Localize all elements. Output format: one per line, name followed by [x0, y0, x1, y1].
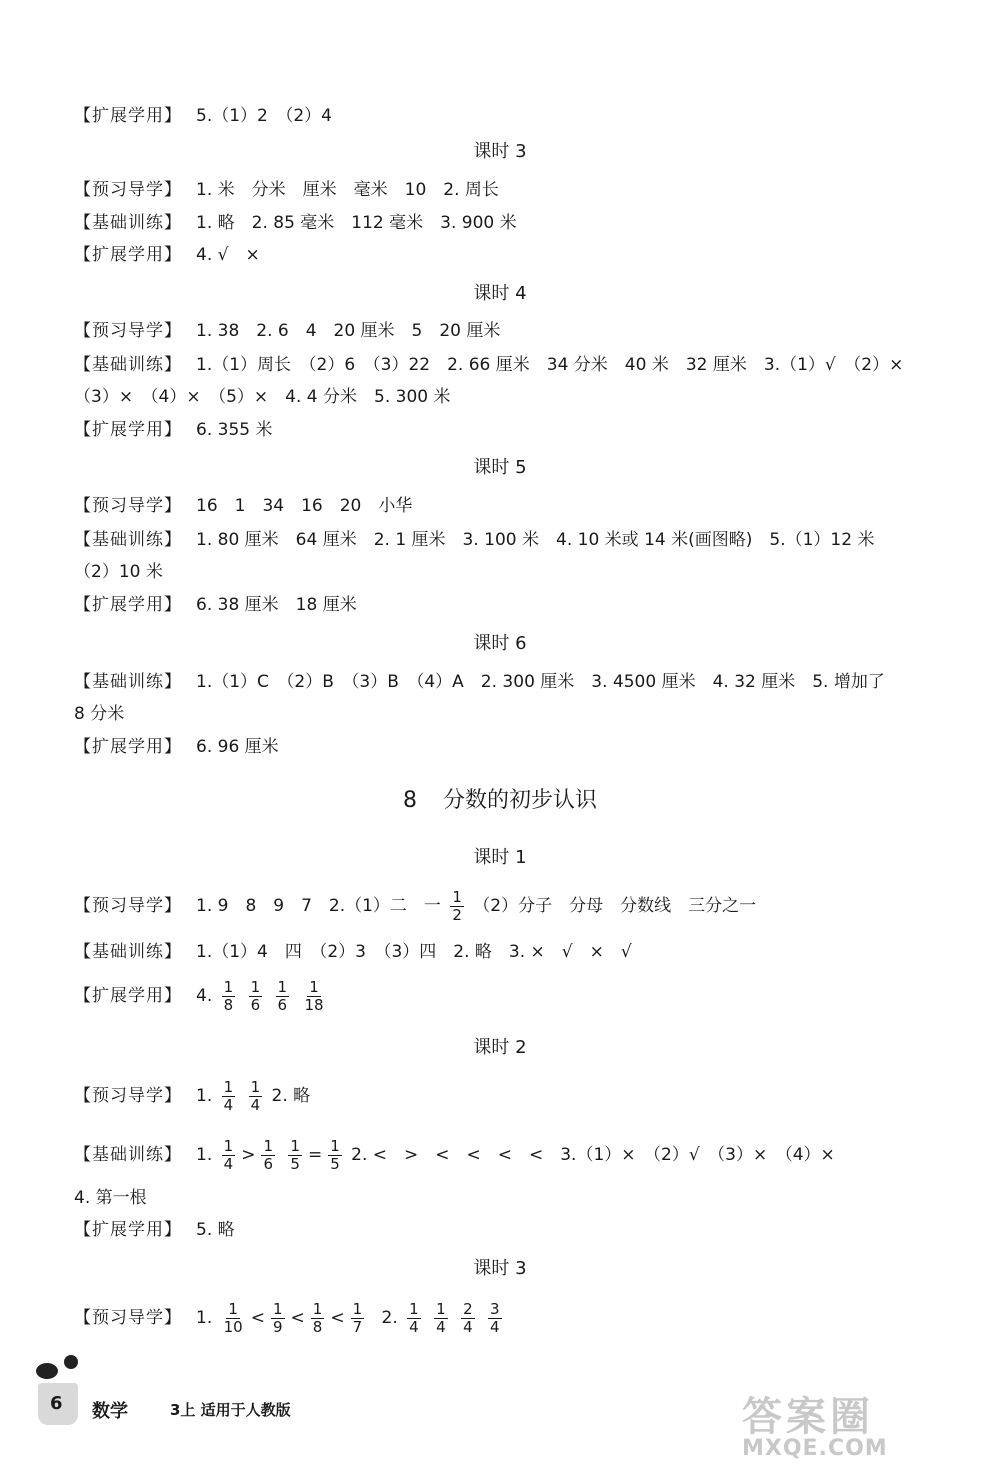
- answer-line: 【扩展学用】 5. 略: [74, 1220, 235, 1240]
- fraction: $\frac{1}{9}$: [272, 1299, 283, 1336]
- answer-line: 【预习导学】 1. 9 8 9 7 2.（1）二 一 $\frac{1}{2}$ （2）分子 分母 分数线 三分之一: [74, 887, 757, 924]
- answer-line: 【扩展学用】 6. 96 厘米: [74, 737, 279, 757]
- lesson-heading: 课时 1: [473, 847, 527, 868]
- lesson-heading: 课时 3: [473, 141, 527, 162]
- answer-line-continued: 8 分米: [74, 704, 125, 724]
- lesson-heading: 课时 6: [473, 633, 527, 654]
- answer-line: 【基础训练】 1. $\frac{1}{4}$ > $\frac{1}{6}$ $\frac{1}{5}$ = $\frac{1}{5}$ 2. < > < < < < 3.（1）× （2）√ （3）× （4）×: [74, 1136, 835, 1173]
- fraction: $\frac{1}{7}$: [352, 1299, 363, 1336]
- fraction: $\frac{1}{2}$: [452, 887, 462, 924]
- answer-line-continued: （3）× （4）× （5）× 4. 4 分米 5. 300 米: [74, 387, 451, 407]
- watermark: 答案圈 MXQE.COM: [742, 1394, 888, 1461]
- fraction: $\frac{1}{4}$: [409, 1299, 419, 1336]
- lesson-heading: 课时 4: [473, 283, 527, 304]
- fraction: $\frac{1}{8}$: [312, 1299, 323, 1336]
- answer-line: 【扩展学用】 6. 38 厘米 18 厘米: [74, 595, 357, 615]
- answer-line-continued: （2）10 米: [74, 562, 163, 582]
- fraction: $\frac{1}{10}$: [223, 1299, 243, 1336]
- answer-line: 【基础训练】 1. 略 2. 85 毫米 112 毫米 3. 900 米: [74, 213, 517, 233]
- answer-line: 【基础训练】 1.（1）4 四 （2）3 （3）四 2. 略 3. × √ × √: [74, 942, 632, 962]
- answer-line: 【预习导学】 1. 米 分米 厘米 毫米 10 2. 周长: [74, 180, 499, 200]
- answer-line: 【预习导学】 1. $\frac{1}{4}$ $\frac{1}{4}$ 2. 略: [74, 1077, 311, 1114]
- leaf-icon: [64, 1355, 78, 1369]
- answer-line: 【扩展学用】 4. √ ×: [74, 245, 260, 265]
- answer-line: 【扩展学用】 5.（1）2 （2）4: [74, 106, 332, 126]
- leaf-icon: [36, 1363, 58, 1379]
- fraction: $\frac{1}{8}$: [223, 977, 234, 1014]
- chapter-title: 8 分数的初步认识: [402, 788, 597, 813]
- answer-line-continued: 4. 第一根: [74, 1188, 147, 1208]
- fraction: $\frac{1}{5}$: [290, 1136, 300, 1173]
- page-footer: [30, 1355, 330, 1435]
- answer-line: 【基础训练】 1.（1）周长 （2）6 （3）22 2. 66 厘米 34 分米 40 米 32 厘米 3.（1）√ （2）×: [74, 355, 904, 375]
- lesson-heading: 课时 2: [473, 1037, 527, 1058]
- answer-line: 【扩展学用】 4. $\frac{1}{8}$ $\frac{1}{6}$ $\frac{1}{6}$ $\frac{1}{18}$: [74, 977, 324, 1014]
- answer-line: 【基础训练】 1.（1）C （2）B （3）B （4）A 2. 300 厘米 3. 4500 厘米 4. 32 厘米 5. 增加了: [74, 672, 885, 692]
- fraction: $\frac{1}{4}$: [223, 1077, 234, 1114]
- fraction: $\frac{1}{6}$: [277, 977, 288, 1014]
- answer-line: 【预习导学】 16 1 34 16 20 小华: [74, 496, 413, 516]
- fraction: $\frac{1}{18}$: [304, 977, 324, 1014]
- answer-line: 【预习导学】 1. $\frac{1}{10}$ < $\frac{1}{9}$ < $\frac{1}{8}$ < $\frac{1}{7}$ 2. $\frac{1}{4}$ $\frac{1}{4}$ $\frac{2}{4}$ $\frac{3}{4}$: [74, 1299, 500, 1336]
- lesson-heading: 课时 5: [473, 457, 527, 478]
- fraction: $\frac{1}{6}$: [263, 1136, 273, 1173]
- fraction: $\frac{3}{4}$: [490, 1299, 500, 1336]
- lesson-heading: 课时 3: [473, 1258, 527, 1279]
- page-number: 6: [50, 1393, 63, 1414]
- answer-line: 【扩展学用】 6. 355 米: [74, 420, 273, 440]
- answer-line: 【基础训练】 1. 80 厘米 64 厘米 2. 1 厘米 3. 100 米 4. 10 米或 14 米(画图略) 5.（1）12 米: [74, 530, 875, 550]
- fraction: $\frac{1}{6}$: [250, 977, 261, 1014]
- answer-line: 【预习导学】 1. 38 2. 6 4 20 厘米 5 20 厘米: [74, 321, 501, 341]
- fraction: $\frac{1}{4}$: [250, 1077, 261, 1114]
- fraction: $\frac{1}{5}$: [330, 1136, 340, 1173]
- book-title: 数学: [92, 1401, 128, 1422]
- fraction: $\frac{1}{4}$: [436, 1299, 446, 1336]
- fraction: $\frac{2}{4}$: [463, 1299, 473, 1336]
- book-subtitle: 3上 适用于人教版: [170, 1401, 291, 1419]
- fraction: $\frac{1}{4}$: [223, 1136, 234, 1173]
